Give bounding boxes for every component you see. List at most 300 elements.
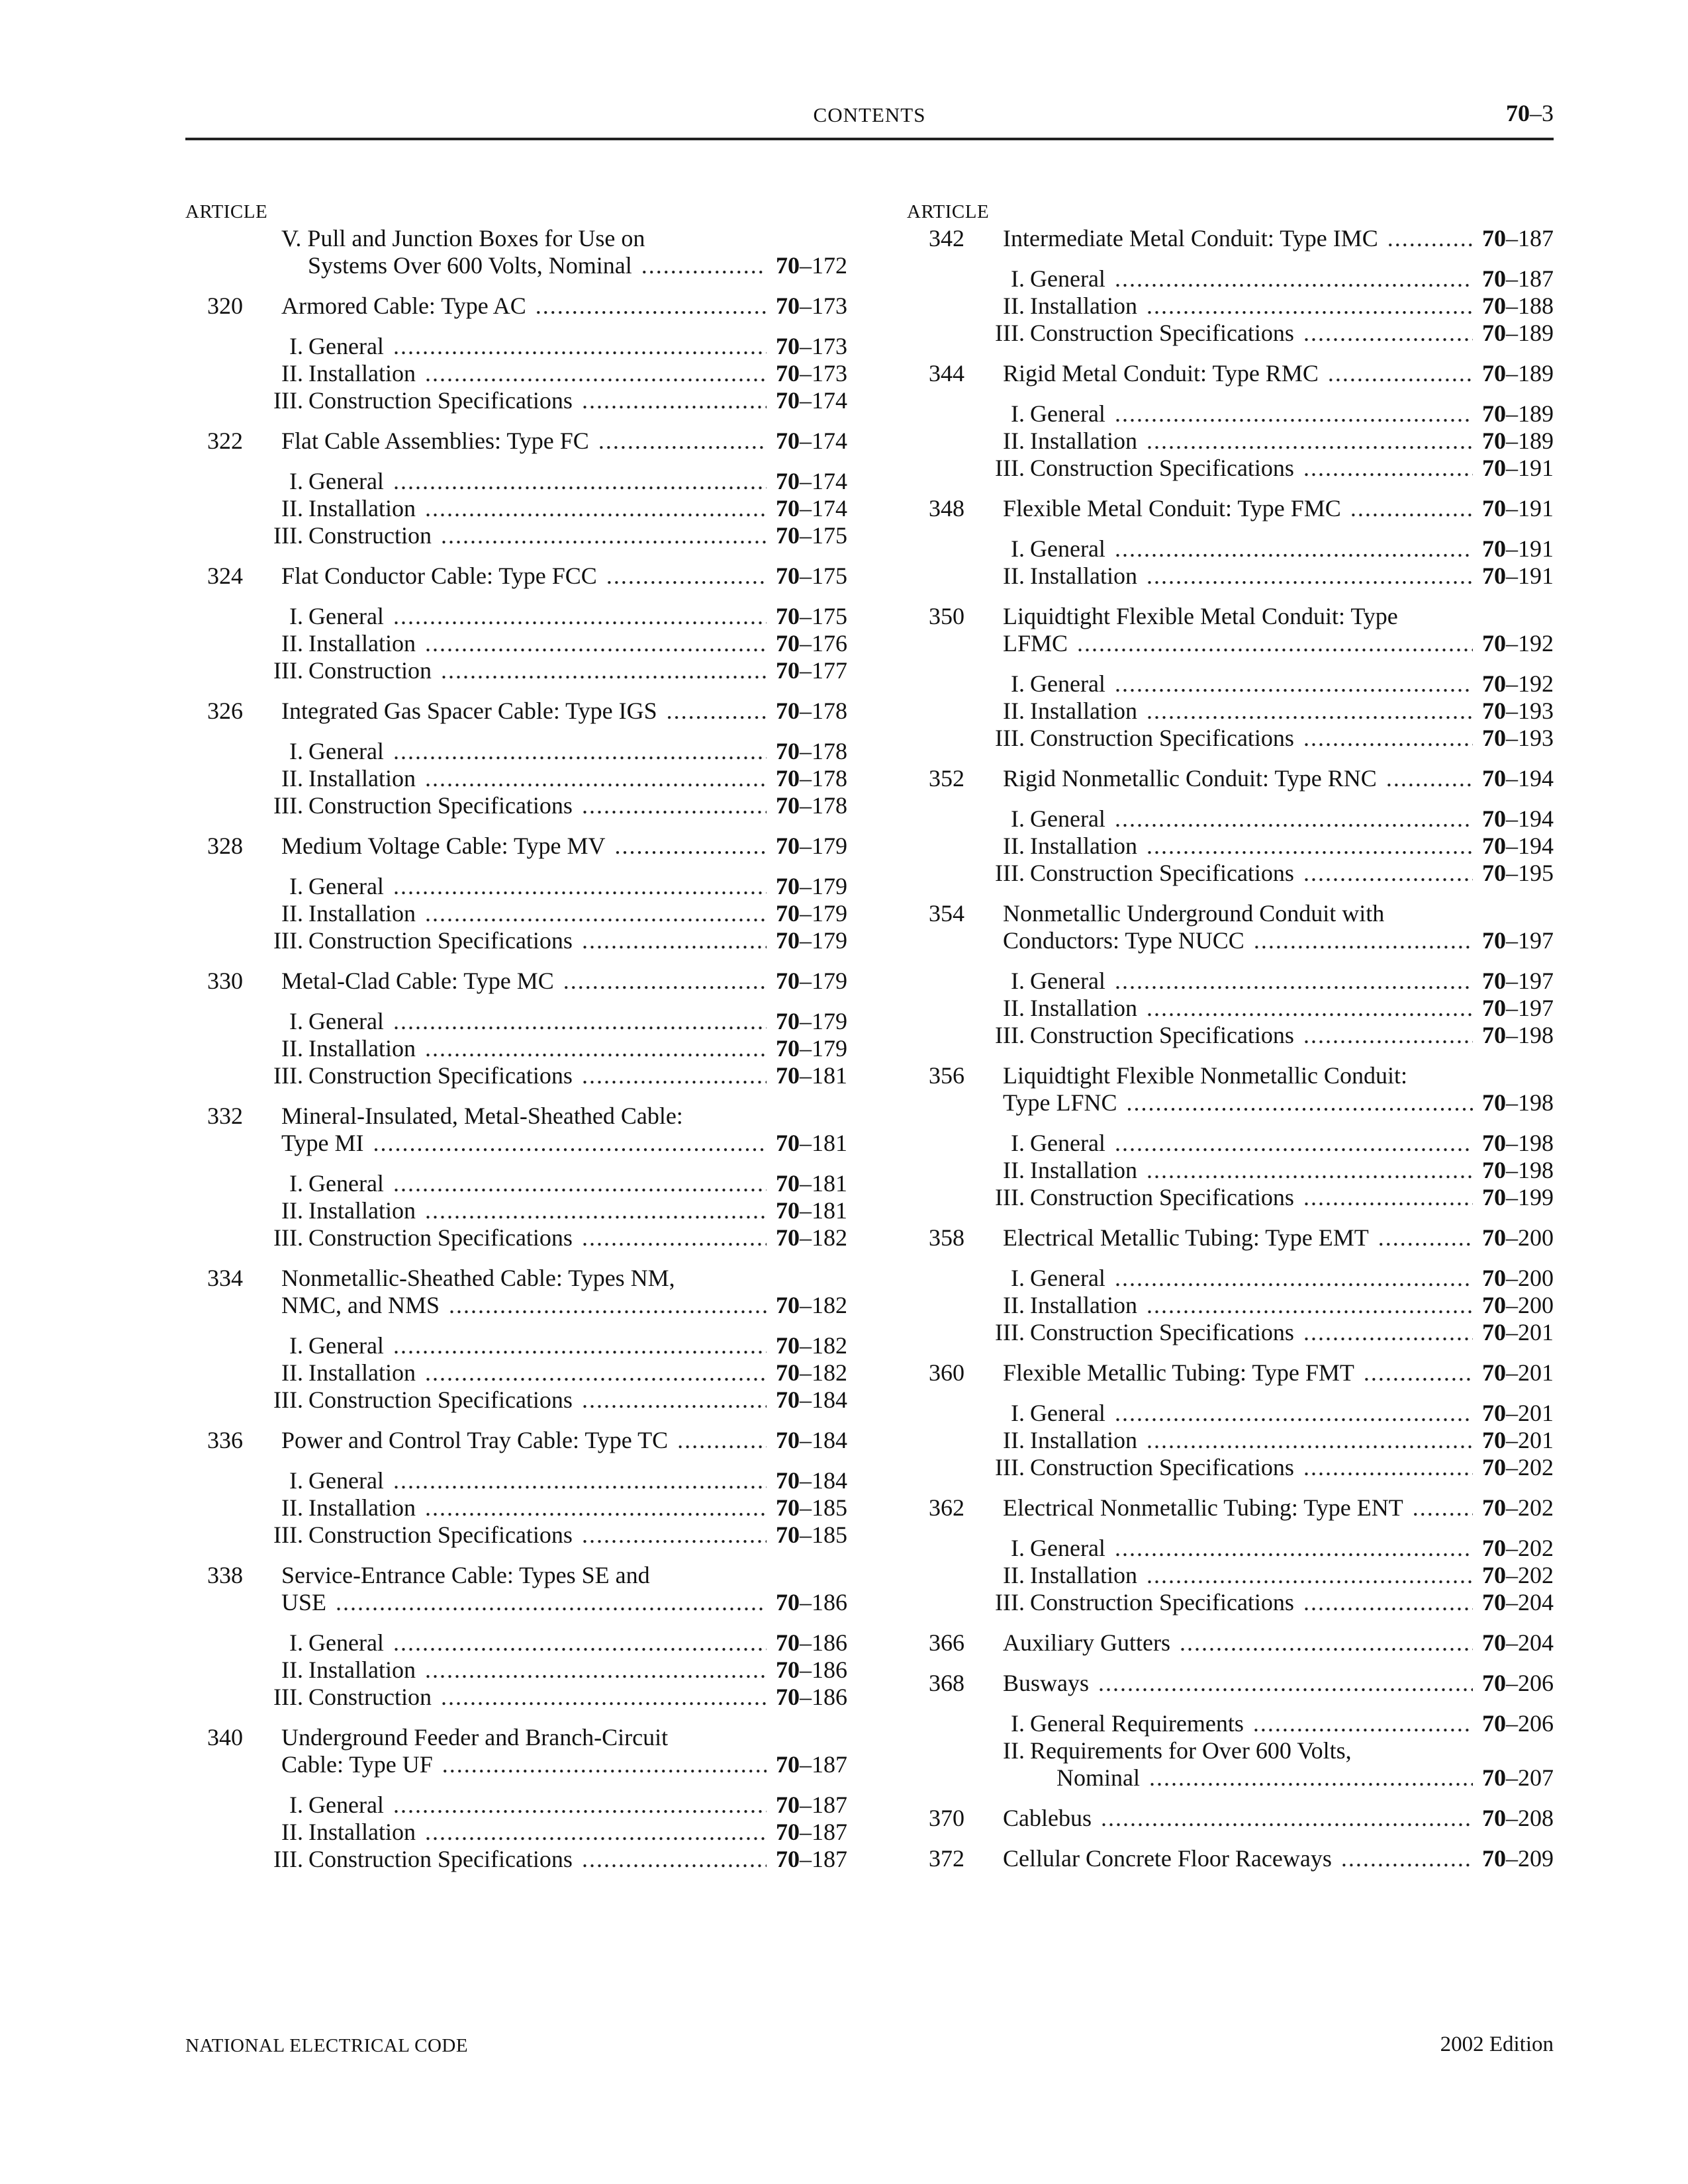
subpart-line — [907, 833, 1554, 860]
part-title-text: Installation — [308, 900, 416, 927]
part-title[interactable] — [308, 1008, 776, 1035]
part-title[interactable] — [308, 360, 776, 387]
part-title-text: Construction Specifications — [1030, 1184, 1294, 1210]
part-page-link[interactable]: 70–173 — [776, 333, 847, 359]
article-number: 320 — [207, 293, 243, 319]
part-title[interactable] — [308, 1359, 776, 1387]
article-line — [185, 1589, 847, 1616]
article-page-link[interactable]: 70–186 — [776, 1589, 847, 1615]
dot-leader — [393, 738, 767, 765]
part-title[interactable] — [1030, 1710, 1482, 1737]
article-title-text: Electrical Metallic Tubing: Type EMT — [1003, 1224, 1369, 1251]
part-title-text: General — [1030, 805, 1105, 832]
footer-publication: NATIONAL ELECTRICAL CODE — [185, 2035, 469, 2056]
article-page-link[interactable]: 70–182 — [776, 1292, 847, 1318]
part-page-link[interactable]: 70–197 — [1482, 995, 1554, 1021]
part-page-link[interactable]: 70–179 — [776, 1035, 847, 1062]
article-page-link[interactable]: 70–178 — [776, 698, 847, 724]
article-line — [907, 1845, 1554, 1872]
article-page-link[interactable]: 70–173 — [776, 293, 847, 319]
part-page-link[interactable]: 70–186 — [776, 1629, 847, 1656]
part-page-link[interactable]: 70–189 — [1482, 400, 1554, 427]
part-page-link[interactable]: 70–201 — [1482, 1319, 1554, 1345]
toc-article — [907, 1629, 1554, 1657]
part-page-link[interactable]: 70–178 — [776, 765, 847, 792]
part-title[interactable] — [1030, 563, 1482, 590]
subpart-line — [907, 1710, 1554, 1737]
part-numeral: II. — [281, 765, 303, 792]
subpart-line — [907, 1157, 1554, 1184]
article-title-text: Nonmetallic Underground Conduit with — [1003, 900, 1385, 927]
article-title-text: Integrated Gas Spacer Cable: Type IGS — [281, 698, 657, 724]
part-page-link[interactable]: 70–178 — [776, 792, 847, 819]
part-title-text: Installation — [308, 360, 416, 387]
article-page-link[interactable]: 70–191 — [1482, 495, 1554, 522]
toc-article — [185, 1562, 847, 1711]
part-title[interactable] — [308, 1494, 776, 1522]
dot-leader — [1115, 805, 1473, 833]
article-title[interactable] — [1003, 1089, 1482, 1116]
article-page-link[interactable]: 70–189 — [1482, 360, 1554, 387]
part-page-link[interactable]: 70–195 — [1482, 860, 1554, 886]
article-line — [907, 1089, 1554, 1116]
part-page-link[interactable]: 70–186 — [776, 1684, 847, 1710]
part-numeral: II. — [281, 1359, 303, 1386]
part-title-text: General — [1030, 1535, 1105, 1561]
article-title[interactable] — [1003, 1845, 1482, 1872]
part-title[interactable] — [1030, 1319, 1482, 1346]
article-title[interactable] — [1003, 360, 1482, 387]
article-page-link[interactable]: 70–200 — [1482, 1224, 1554, 1251]
article-line — [907, 1805, 1554, 1832]
dot-leader — [393, 1467, 767, 1494]
part-title[interactable] — [308, 657, 776, 684]
part-title[interactable] — [1030, 1562, 1482, 1589]
dot-leader — [606, 563, 767, 590]
subpart-line — [185, 873, 847, 900]
part-title[interactable] — [308, 1819, 776, 1846]
part-title[interactable] — [1030, 1427, 1482, 1454]
article-number: 352 — [929, 765, 964, 792]
part-title[interactable] — [308, 1522, 776, 1549]
article-title[interactable] — [281, 293, 776, 320]
part-page-link[interactable]: 70–194 — [1482, 805, 1554, 832]
part-title-text: Installation — [1030, 428, 1137, 454]
dot-leader — [393, 1008, 767, 1035]
part-title[interactable] — [1030, 1157, 1482, 1184]
article-heading: ARTICLE — [185, 201, 268, 222]
dot-leader — [425, 1657, 767, 1684]
part-page-link[interactable]: 70–179 — [776, 900, 847, 927]
part-title[interactable] — [1030, 1184, 1482, 1211]
article-title[interactable] — [1003, 1629, 1482, 1657]
part-title[interactable] — [308, 1792, 776, 1819]
dot-leader — [393, 1170, 767, 1197]
part-title[interactable] — [308, 927, 776, 954]
article-title[interactable] — [1003, 630, 1482, 657]
dot-leader — [1101, 1805, 1473, 1832]
part-title[interactable] — [1030, 833, 1482, 860]
article-line — [185, 293, 847, 320]
article-line — [907, 630, 1554, 657]
part-title[interactable] — [308, 1197, 776, 1224]
subpart-line — [185, 927, 847, 954]
article-title[interactable] — [1003, 1494, 1482, 1522]
subpart-line — [907, 1022, 1554, 1049]
part-page-link[interactable]: 70–187 — [1482, 265, 1554, 292]
part-title[interactable] — [1030, 428, 1482, 455]
part-page-link[interactable]: 70–202 — [1482, 1454, 1554, 1480]
part-page-link[interactable]: 70–175 — [776, 603, 847, 629]
part-title[interactable] — [308, 1170, 776, 1197]
article-number: 332 — [207, 1103, 243, 1129]
part-title-text: General — [308, 1008, 384, 1034]
article-line — [185, 1562, 847, 1589]
subpart-list — [185, 1332, 847, 1414]
part-title[interactable] — [308, 387, 776, 414]
part-title[interactable] — [308, 765, 776, 792]
article-page-link[interactable]: 70–179 — [776, 833, 847, 859]
part-title[interactable] — [308, 1332, 776, 1359]
article-title[interactable] — [281, 968, 776, 995]
subpart-line — [185, 1332, 847, 1359]
part-title[interactable] — [1030, 805, 1482, 833]
part-title-cont[interactable] — [1030, 1764, 1482, 1792]
part-page-link[interactable]: 70–193 — [1482, 725, 1554, 751]
part-numeral: III. — [273, 387, 303, 414]
part-numeral: II. — [1003, 1427, 1025, 1453]
part-title[interactable] — [308, 1467, 776, 1494]
article-title[interactable] — [1003, 225, 1482, 252]
part-title[interactable] — [308, 900, 776, 927]
part-title-text: Construction Specifications — [1030, 860, 1294, 886]
part-page-link[interactable]: 70–179 — [776, 927, 847, 954]
part-numeral: II. — [1003, 833, 1025, 859]
part-page-link[interactable]: 70–206 — [1482, 1710, 1554, 1737]
part-title[interactable] — [308, 333, 776, 360]
article-page-link[interactable]: 70–192 — [1482, 630, 1554, 657]
article-page-link[interactable]: 70–209 — [1482, 1845, 1554, 1872]
dot-leader — [1254, 927, 1473, 954]
article-number: 342 — [929, 225, 964, 251]
article-number: 322 — [207, 428, 243, 454]
article-page-link[interactable]: 70–206 — [1482, 1670, 1554, 1696]
article-page-link[interactable]: 70–197 — [1482, 927, 1554, 954]
subpart-line — [907, 1319, 1554, 1346]
dot-leader — [1115, 265, 1473, 293]
part-title[interactable] — [1030, 535, 1482, 563]
part-title[interactable] — [1030, 670, 1482, 698]
part-title[interactable] — [308, 630, 776, 657]
part-title[interactable] — [308, 603, 776, 630]
part-title[interactable] — [308, 468, 776, 495]
article-page-link[interactable]: 70–187 — [776, 1751, 847, 1778]
part-page-link[interactable]: 70–182 — [776, 1332, 847, 1359]
article-title[interactable] — [281, 428, 776, 455]
part-page-link[interactable]: 70–201 — [1482, 1400, 1554, 1426]
article-line — [907, 927, 1554, 954]
article-line — [907, 1062, 1554, 1089]
subpart-line — [185, 1008, 847, 1035]
dot-leader — [1341, 1845, 1473, 1872]
article-page-link[interactable]: 70–172 — [776, 252, 847, 279]
toc-article — [907, 1359, 1554, 1481]
part-title-text: Construction Specifications — [1030, 725, 1294, 751]
part-page-link[interactable]: 70–198 — [1482, 1157, 1554, 1183]
part-title-text: Installation — [1030, 1157, 1137, 1183]
part-page-link[interactable]: 70–179 — [776, 873, 847, 899]
part-page-link[interactable]: 70–181 — [776, 1062, 847, 1089]
part-page-link[interactable]: 70–197 — [1482, 968, 1554, 994]
article-line — [907, 1224, 1554, 1251]
part-page-link[interactable]: 70–186 — [776, 1657, 847, 1683]
subpart-line — [185, 1684, 847, 1711]
part-numeral: II. — [1003, 698, 1025, 724]
part-page-link[interactable]: 70–193 — [1482, 698, 1554, 724]
part-title-text: Construction Specifications — [1030, 1454, 1294, 1480]
part-title-text: General — [1030, 670, 1105, 697]
toc-article — [907, 1805, 1554, 1832]
article-title[interactable] — [281, 1427, 776, 1454]
part-title-text: Installation — [1030, 833, 1137, 859]
article-title[interactable] — [281, 1751, 776, 1778]
toc-article — [185, 1103, 847, 1251]
article-page-link[interactable]: 70–175 — [776, 563, 847, 589]
part-page-link[interactable]: 70–194 — [1482, 833, 1554, 859]
part-title[interactable] — [308, 1657, 776, 1684]
article-title-text: Mineral-Insulated, Metal-Sheathed Cable: — [281, 1103, 683, 1129]
part-numeral: III. — [995, 725, 1025, 751]
part-title[interactable] — [308, 522, 776, 549]
part-page-link[interactable]: 70–176 — [776, 630, 847, 657]
dot-leader — [667, 698, 767, 725]
article-title[interactable] — [281, 563, 776, 590]
part-page-link[interactable]: 70–200 — [1482, 1265, 1554, 1291]
article-title[interactable] — [1003, 495, 1482, 522]
part-page-link[interactable]: 70–175 — [776, 522, 847, 549]
part-page-link[interactable]: 70–182 — [776, 1359, 847, 1386]
part-numeral: III. — [273, 1062, 303, 1089]
part-page-link[interactable]: 70–204 — [1482, 1589, 1554, 1615]
part-numeral: I. — [1011, 1130, 1025, 1156]
subpart-line — [185, 1062, 847, 1089]
part-title[interactable] — [308, 1629, 776, 1657]
subpart-list — [907, 805, 1554, 887]
article-page-link[interactable]: 70–179 — [776, 968, 847, 994]
article-title[interactable] — [281, 1589, 776, 1616]
subpart-list — [185, 468, 847, 549]
article-title-text: Liquidtight Flexible Nonmetallic Conduit: — [1003, 1062, 1407, 1089]
article-title[interactable] — [281, 1130, 776, 1157]
part-title[interactable] — [1030, 1130, 1482, 1157]
article-title[interactable] — [1003, 1359, 1482, 1387]
part-page-link[interactable]: 70–187 — [776, 1846, 847, 1872]
part-numeral: III. — [273, 1846, 303, 1872]
part-title[interactable] — [308, 792, 776, 819]
part-page-link[interactable]: 70–174 — [776, 495, 847, 522]
part-title-text: Installation — [1030, 1562, 1137, 1588]
part-title[interactable] — [1030, 293, 1482, 320]
article-title[interactable] — [1003, 765, 1482, 792]
part-page-link[interactable]: 70–181 — [776, 1170, 847, 1197]
part-title-cont-text: Nominal — [1056, 1764, 1140, 1791]
dot-leader — [373, 1130, 767, 1157]
part-page-link[interactable]: 70–185 — [776, 1522, 847, 1548]
article-page-link[interactable]: 70–201 — [1482, 1359, 1554, 1386]
part-title[interactable] — [1030, 1535, 1482, 1562]
dot-leader — [1147, 1157, 1473, 1184]
article-page-link[interactable]: 70–194 — [1482, 765, 1554, 792]
part-numeral: I. — [289, 1467, 303, 1494]
dot-leader — [582, 1062, 767, 1089]
part-title[interactable] — [1030, 320, 1482, 347]
part-title[interactable] — [308, 1846, 776, 1873]
part-title[interactable] — [1030, 995, 1482, 1022]
part-page-link[interactable]: 70–185 — [776, 1494, 847, 1521]
dot-leader — [1303, 860, 1473, 887]
part-title[interactable] — [1030, 265, 1482, 293]
toc-article — [907, 1494, 1554, 1616]
part-numeral: I. — [289, 333, 303, 359]
article-title[interactable] — [1003, 1805, 1482, 1832]
part-title[interactable] — [1030, 968, 1482, 995]
part-page-link[interactable]: 70–184 — [776, 1467, 847, 1494]
part-page-link[interactable]: 70–199 — [1482, 1184, 1554, 1210]
part-title[interactable] — [308, 1387, 776, 1414]
part-title[interactable] — [308, 1062, 776, 1089]
article-line — [185, 428, 847, 455]
article-title[interactable] — [1003, 927, 1482, 954]
article-line — [907, 1494, 1554, 1522]
part-page-link[interactable]: 70–202 — [1482, 1562, 1554, 1588]
part-page-link[interactable]: 70–192 — [1482, 670, 1554, 697]
article-title[interactable] — [281, 833, 776, 860]
part-numeral: I. — [289, 738, 303, 764]
part-numeral: III. — [995, 1022, 1025, 1048]
part-title[interactable] — [308, 738, 776, 765]
part-page-link[interactable]: 70–184 — [776, 1387, 847, 1413]
part-title[interactable] — [1030, 1589, 1482, 1616]
part-title[interactable] — [308, 1035, 776, 1062]
part-numeral: I. — [289, 603, 303, 629]
part-page-link[interactable]: 70–191 — [1482, 563, 1554, 589]
part-page-link[interactable]: 70–187 — [776, 1819, 847, 1845]
article-page-link[interactable]: 70–174 — [776, 428, 847, 454]
part-title[interactable] — [308, 1224, 776, 1251]
part-title-text: General — [308, 1332, 384, 1359]
part-title-text: Construction Specifications — [308, 1062, 573, 1089]
article-page-link[interactable]: 70–204 — [1482, 1629, 1554, 1656]
article-number: 334 — [207, 1265, 243, 1291]
article-page-link[interactable]: 70–198 — [1482, 1089, 1554, 1116]
part-title[interactable] — [1030, 725, 1482, 752]
part-page-link[interactable]: 70–191 — [1482, 455, 1554, 481]
part-page-link[interactable]: 70–201 — [1482, 1427, 1554, 1453]
article-title[interactable] — [1003, 1670, 1482, 1697]
article-title[interactable] — [281, 698, 776, 725]
part-numeral: II. — [281, 630, 303, 657]
dot-leader — [1147, 293, 1473, 320]
running-title: CONTENTS — [813, 103, 926, 126]
article-number: 344 — [929, 360, 964, 387]
part-page-link[interactable]: 70–189 — [1482, 320, 1554, 346]
part-title[interactable] — [1030, 400, 1482, 428]
article-title[interactable] — [281, 1292, 776, 1319]
part-page-link[interactable]: 70–173 — [776, 360, 847, 387]
subpart-line — [185, 765, 847, 792]
part-page-link[interactable]: 70–207 — [1482, 1764, 1554, 1791]
part-page-link[interactable]: 70–181 — [776, 1197, 847, 1224]
part-title[interactable] — [1030, 1265, 1482, 1292]
article-line — [185, 225, 847, 252]
article-line — [185, 1103, 847, 1130]
part-title[interactable] — [1030, 698, 1482, 725]
part-title-text: Installation — [308, 630, 416, 657]
part-title[interactable] — [1030, 1022, 1482, 1049]
part-page-link[interactable]: 70–174 — [776, 468, 847, 494]
part-page-link[interactable]: 70–188 — [1482, 293, 1554, 319]
article-page-link[interactable]: 70–202 — [1482, 1494, 1554, 1521]
part-page-link[interactable]: 70–178 — [776, 738, 847, 764]
subpart-line — [185, 387, 847, 414]
subpart-line — [185, 657, 847, 684]
subpart-line — [185, 900, 847, 927]
article-page-link[interactable]: 70–184 — [776, 1427, 847, 1453]
part-title[interactable] — [1030, 1454, 1482, 1481]
part-title[interactable] — [308, 1684, 776, 1711]
article-title-text: Flexible Metallic Tubing: Type FMT — [1003, 1359, 1354, 1386]
part-page-link[interactable]: 70–202 — [1482, 1535, 1554, 1561]
part-page-link[interactable]: 70–198 — [1482, 1130, 1554, 1156]
article-title-text: LFMC — [1003, 630, 1068, 657]
dot-leader — [1303, 1589, 1473, 1616]
part-page-link[interactable]: 70–198 — [1482, 1022, 1554, 1048]
part-title[interactable] — [308, 873, 776, 900]
part-page-link[interactable]: 70–177 — [776, 657, 847, 684]
part-numeral: I. — [289, 1008, 303, 1034]
part-numeral: I. — [1011, 1710, 1025, 1737]
article-title[interactable] — [1003, 1224, 1482, 1251]
subpart-line — [185, 522, 847, 549]
article-number: 328 — [207, 833, 243, 859]
part-page-link[interactable]: 70–182 — [776, 1224, 847, 1251]
part-title[interactable] — [1030, 455, 1482, 482]
subpart-line — [907, 1589, 1554, 1616]
part-title[interactable] — [1030, 860, 1482, 887]
part-title[interactable] — [1030, 1292, 1482, 1319]
part-title[interactable] — [1030, 1400, 1482, 1427]
subpart-line — [185, 1657, 847, 1684]
subpart-list — [907, 265, 1554, 347]
subpart-line — [907, 860, 1554, 887]
part-title[interactable] — [308, 495, 776, 522]
article-page-link[interactable]: 70–208 — [1482, 1805, 1554, 1831]
part-page-link[interactable]: 70–189 — [1482, 428, 1554, 454]
subpart-line — [907, 455, 1554, 482]
part-page-link[interactable]: 70–200 — [1482, 1292, 1554, 1318]
toc-article — [907, 1224, 1554, 1346]
part-numeral: II. — [281, 1657, 303, 1683]
article-number: 338 — [207, 1562, 243, 1588]
part-page-link[interactable]: 70–191 — [1482, 535, 1554, 562]
article-page-link[interactable]: 70–187 — [1482, 225, 1554, 251]
part-page-link[interactable]: 70–187 — [776, 1792, 847, 1818]
dot-leader — [425, 495, 767, 522]
article-page-link[interactable]: 70–181 — [776, 1130, 847, 1156]
article-title[interactable] — [281, 252, 776, 279]
part-page-link[interactable]: 70–174 — [776, 387, 847, 414]
part-page-link[interactable]: 70–179 — [776, 1008, 847, 1034]
